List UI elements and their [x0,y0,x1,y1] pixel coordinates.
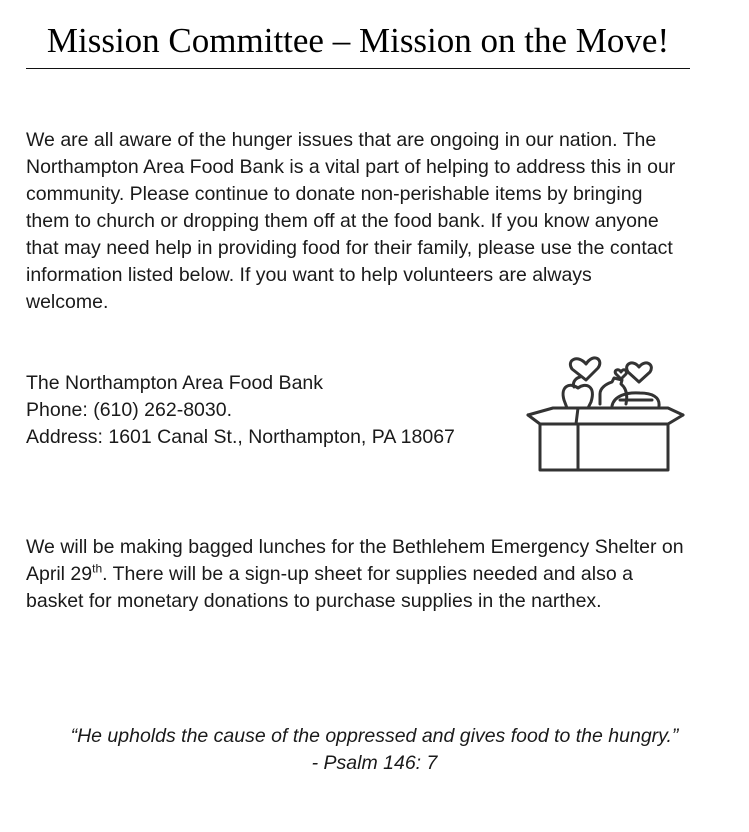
contact-address: Address: 1601 Canal St., Northampton, PA 18067 [26,426,455,448]
paragraph-line: We are all aware of the hunger issues that are ongoing in our nation. The [26,129,657,151]
line-continuation: . There will be a sign-up sheet for supplies needed and also a [102,563,633,585]
paragraph-line: information listed below. If you want to help volunteers are always [26,264,592,286]
paragraph-line: community. Please continue to donate non-perishable items by bringing [26,183,643,205]
scripture-quote [0,723,749,777]
title-divider [26,68,690,69]
box-body [540,424,668,470]
paragraph-line: them to church or dropping them off at the food bank. If you know anyone [26,210,659,232]
quote-citation: - Psalm 146: 7 [311,752,438,774]
paragraph-line: We will be making bagged lunches for the Bethlehem Emergency Shelter on [26,536,684,558]
date-superscript: th [92,561,103,576]
contact-block [26,370,455,451]
contact-phone: Phone: (610) 262-8030. [26,399,232,421]
paragraph-line: welcome. [26,291,109,313]
date-text: April 29 [26,563,93,585]
heart-right-icon [627,363,652,382]
paragraph-line: basket for monetary donations to purchase supplies in the narthex. [26,590,602,612]
paragraph-line: that may need help in providing food for their family, please use the contact [26,237,673,259]
apple-icon [563,385,592,408]
paragraph-line [26,561,746,588]
quote-text: “He upholds the cause of the oppressed and gives food to the hungry.” [70,725,679,747]
page-title: Mission Committee – Mission on the Move! [46,21,670,60]
lunch-paragraph [26,534,746,615]
contact-name: The Northampton Area Food Bank [26,372,324,394]
food-bank-paragraph [26,127,726,316]
heart-left-icon [570,358,599,380]
food-donation-box-icon [518,342,690,478]
paragraph-line: Northampton Area Food Bank is a vital part of helping to address this in our [26,156,676,178]
